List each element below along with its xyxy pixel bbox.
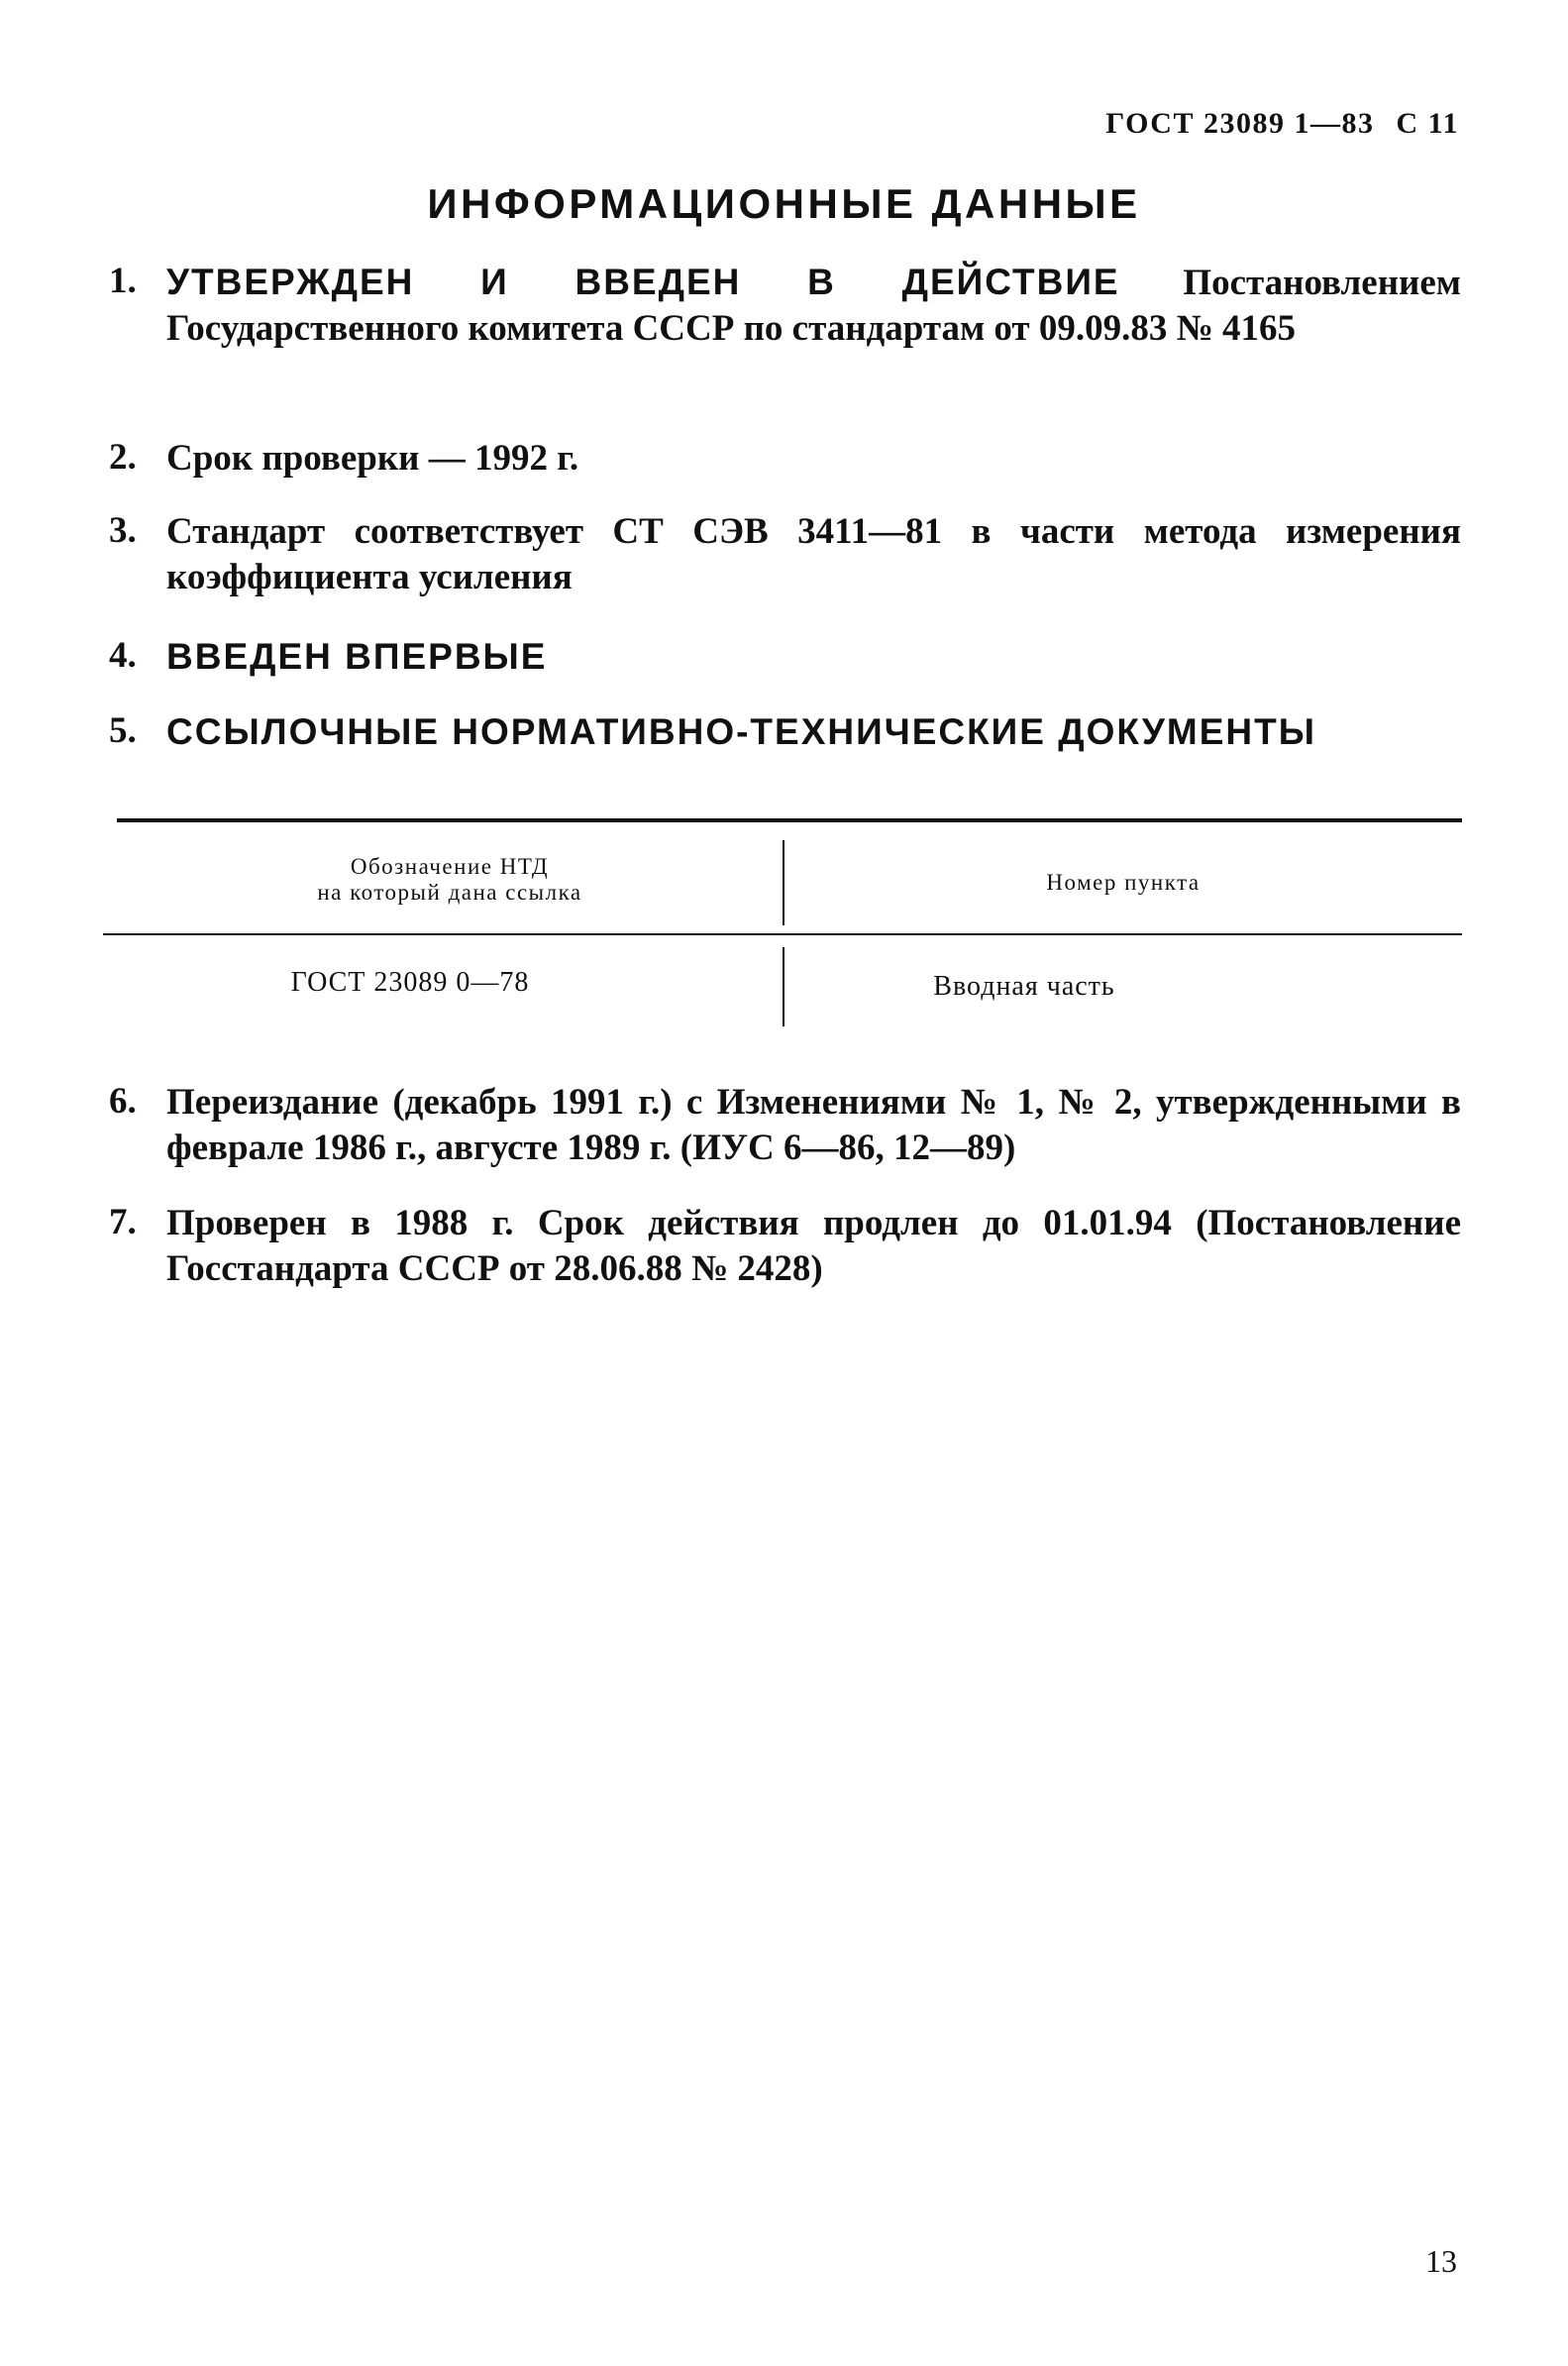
running-header <box>1105 107 1459 141</box>
item-text <box>166 260 1461 352</box>
page-number: 13 <box>1425 2243 1457 2279</box>
list-item-1 <box>109 260 1461 352</box>
list-item-2 <box>109 436 1461 482</box>
item-number: 4. <box>109 635 137 676</box>
table-column-divider <box>783 840 784 925</box>
list-item-3 <box>109 509 1461 600</box>
table-top-rule <box>117 818 1462 822</box>
item-caps-text: УТВЕРЖДЕН И ВВЕДЕН В ДЕЙСТВИЕ <box>166 262 1120 302</box>
item-number: 2. <box>109 437 137 478</box>
item-number: 1. <box>109 261 137 301</box>
item-caps-text: ССЫЛОЧНЫЕ НОРМАТИВНО-ТЕХНИЧЕСКИЕ ДОКУМЕНТЫ <box>166 711 1316 752</box>
header-line: Обозначение НТД <box>350 854 550 879</box>
item-number: 6. <box>109 1081 137 1122</box>
list-item-7 <box>109 1201 1461 1292</box>
table-column-divider <box>783 947 784 1026</box>
item-caps-text: ВВЕДЕН ВПЕРВЫЕ <box>166 636 548 677</box>
item-number: 5. <box>109 710 137 751</box>
page-title: ИНФОРМАЦИОННЫЕ ДАННЫЕ <box>427 180 1141 227</box>
table-cell-clause: Вводная часть <box>933 971 1115 1002</box>
item-body-text: Переиздание (декабрь 1991 г.) с Изменениями № 1, № 2, утвержденными в феврале 1986 г., августе 1989 г. (ИУС 6—86, 12—89) <box>166 1082 1461 1168</box>
header-standard: ГОСТ 23089 1—83 <box>1105 107 1375 140</box>
item-body-text: Стандарт соответствует СТ СЭВ 3411—81 в части метода измерения коэффициента усиления <box>166 511 1461 597</box>
item-number: 7. <box>109 1202 137 1242</box>
header-page-label: С 11 <box>1396 107 1459 140</box>
table-header-rule <box>103 933 1462 935</box>
table-cell-document: ГОСТ 23089 0—78 <box>290 967 530 998</box>
item-body-text: Проверен в 1988 г. Срок действия продлен до 01.01.94 (Постановление Госстандарта СССР от 28.06.88 № 2428) <box>166 1203 1461 1289</box>
table-header-document <box>143 854 757 906</box>
table-header-clause: Номер пункта <box>1046 870 1201 895</box>
list-item-6 <box>109 1080 1461 1171</box>
list-item-4 <box>109 634 1461 680</box>
list-item-5 <box>109 709 1461 755</box>
item-body-text: Постановлением Государственного комитета СССР по стандартам от 09.09.83 № 4165 <box>166 263 1461 349</box>
item-body-text: Срок проверки — 1992 г. <box>166 438 579 479</box>
item-number: 3. <box>109 510 137 551</box>
header-line: на который дана ссылка <box>317 880 582 905</box>
